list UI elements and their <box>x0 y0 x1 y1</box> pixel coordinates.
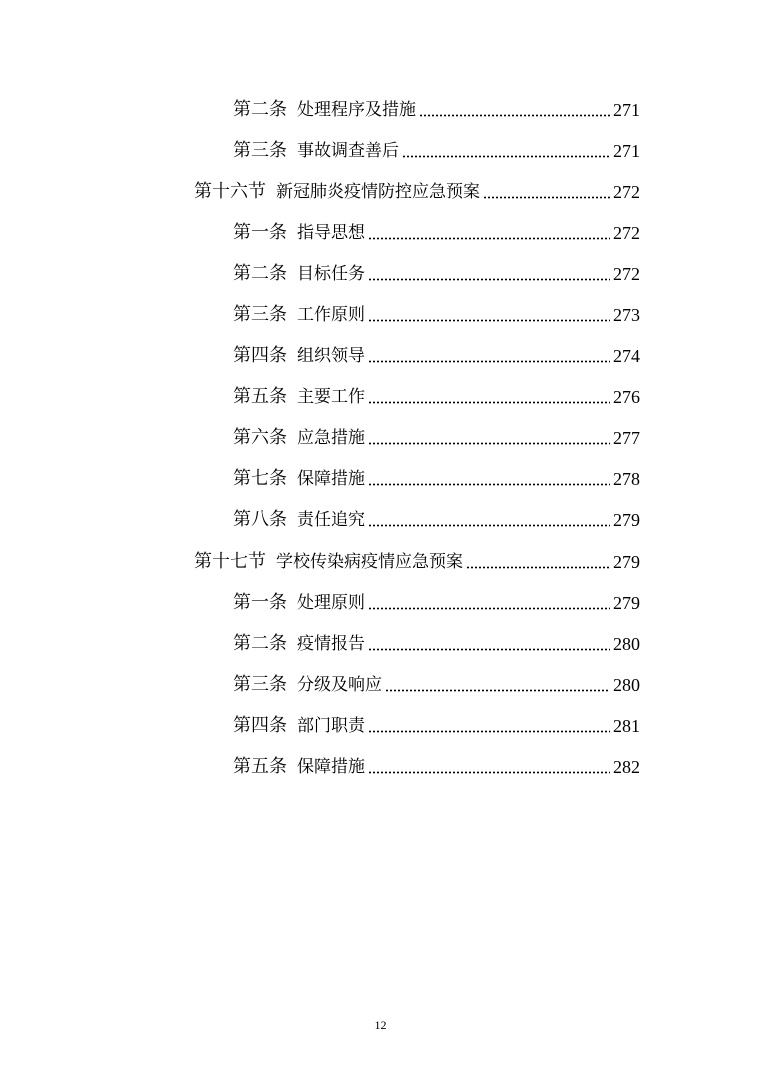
dot-leader <box>368 401 610 404</box>
toc-section-entry <box>194 172 640 212</box>
toc-entry-title: 工作原则 <box>297 305 365 325</box>
toc-entry-page: 279 <box>613 593 640 613</box>
dot-leader <box>368 483 610 486</box>
toc-entry-page: 279 <box>613 510 640 530</box>
toc-entry <box>233 131 640 171</box>
toc-entry-page: 277 <box>613 428 640 448</box>
page-number: 12 <box>374 1018 387 1032</box>
toc-entry-label: 第三条 <box>233 304 287 325</box>
toc-entry <box>233 583 640 623</box>
dot-leader <box>368 278 610 281</box>
toc-entry-label: 第一条 <box>233 592 287 613</box>
toc-entry-page: 281 <box>613 716 640 736</box>
toc-entry-label: 第一条 <box>233 222 287 243</box>
toc-entry-page: 271 <box>613 100 640 120</box>
toc-entry <box>233 213 640 253</box>
toc-entry-label: 第十七节 <box>194 551 266 572</box>
toc-entry-page: 273 <box>613 305 640 325</box>
toc-entry-page: 271 <box>613 141 640 161</box>
toc-entry-title: 部门职责 <box>297 716 365 736</box>
dot-leader <box>368 237 610 240</box>
toc-section-entry <box>194 542 640 582</box>
toc-entry-page: 272 <box>613 182 640 202</box>
toc-entry <box>233 295 640 335</box>
toc-entry-label: 第三条 <box>233 140 287 161</box>
toc-entry-page: 282 <box>613 757 640 777</box>
toc-entry-label: 第四条 <box>233 345 287 366</box>
toc-entry-page: 272 <box>613 264 640 284</box>
dot-leader <box>466 566 610 569</box>
toc-entry-label: 第六条 <box>233 427 287 448</box>
dot-leader <box>368 442 610 445</box>
toc-entry-title: 保障措施 <box>297 469 365 489</box>
toc-entry-title: 责任追究 <box>297 510 365 530</box>
toc-entry-title: 处理原则 <box>297 593 365 613</box>
toc-entry-title: 主要工作 <box>297 387 365 407</box>
dot-leader <box>368 730 610 733</box>
toc-entry-page: 276 <box>613 387 640 407</box>
dot-leader <box>368 319 610 322</box>
toc-entry-title: 指导思想 <box>297 223 365 243</box>
toc-entry-page: 280 <box>613 634 640 654</box>
dot-leader <box>368 771 610 774</box>
toc-entry-label: 第八条 <box>233 509 287 530</box>
dot-leader <box>385 689 610 692</box>
toc-entry-label: 第十六节 <box>194 181 266 202</box>
dot-leader <box>368 360 610 363</box>
toc-entry-title: 分级及响应 <box>297 675 382 695</box>
toc-entry-page: 278 <box>613 469 640 489</box>
toc-entry-label: 第二条 <box>233 263 287 284</box>
toc-entry <box>233 254 640 294</box>
toc-entry-page: 280 <box>613 675 640 695</box>
dot-leader <box>368 524 610 527</box>
toc-entry-label: 第七条 <box>233 468 287 489</box>
dot-leader <box>368 607 610 610</box>
toc-entry <box>233 90 640 130</box>
toc-entry-title: 应急措施 <box>297 428 365 448</box>
toc-entry <box>233 459 640 499</box>
dot-leader <box>402 155 610 158</box>
toc-entry <box>233 377 640 417</box>
toc-entry-label: 第二条 <box>233 99 287 120</box>
dot-leader <box>483 196 610 199</box>
dot-leader <box>419 114 610 117</box>
toc-entry-label: 第四条 <box>233 715 287 736</box>
toc-entry <box>233 624 640 664</box>
toc-entry-title: 保障措施 <box>297 757 365 777</box>
toc-entry-title: 疫情报告 <box>297 634 365 654</box>
dot-leader <box>368 648 610 651</box>
toc-entry-label: 第五条 <box>233 756 287 777</box>
toc-entry-title: 处理程序及措施 <box>297 100 416 120</box>
toc-entry <box>233 665 640 705</box>
toc-entry-title: 事故调查善后 <box>297 141 399 161</box>
toc-entry-page: 272 <box>613 223 640 243</box>
toc-entry-label: 第二条 <box>233 633 287 654</box>
toc-entry <box>233 418 640 458</box>
toc-entry-title: 学校传染病疫情应急预案 <box>276 552 463 572</box>
toc-entry <box>233 336 640 376</box>
toc-entry-label: 第三条 <box>233 674 287 695</box>
toc-entry-page: 274 <box>613 346 640 366</box>
toc-entry-label: 第五条 <box>233 386 287 407</box>
toc-entry-page: 279 <box>613 552 640 572</box>
toc-entry <box>233 500 640 540</box>
toc-entry-title: 组织领导 <box>297 346 365 366</box>
toc-entry-title: 目标任务 <box>297 264 365 284</box>
toc-entry <box>233 706 640 746</box>
toc-entry-title: 新冠肺炎疫情防控应急预案 <box>276 182 480 202</box>
toc-entry <box>233 747 640 787</box>
